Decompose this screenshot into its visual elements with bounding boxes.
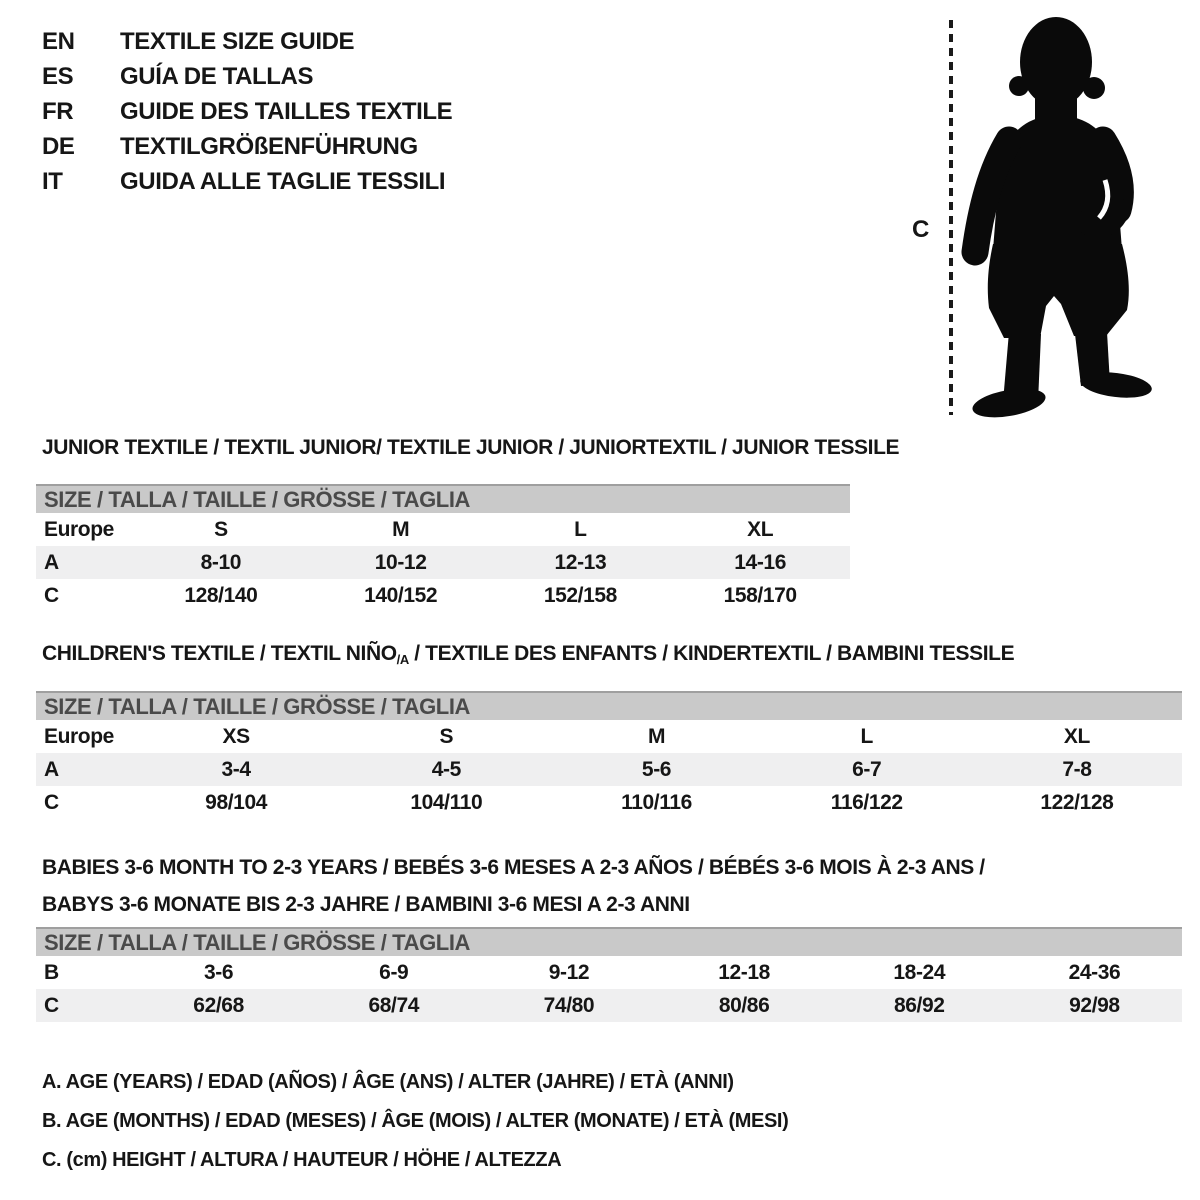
row-label: Europe [44, 724, 114, 748]
table-row [36, 720, 1182, 753]
table-row [36, 579, 850, 612]
legend-line-b: B. AGE (MONTHS) / EDAD (MESES) / ÂGE (MOIS) / ALTER (MONATE) / ETÀ (MESI) [42, 1110, 789, 1132]
height-measure-label: C [912, 216, 929, 243]
section-title-junior: JUNIOR TEXTILE / TEXTIL JUNIOR/ TEXTILE JUNIOR / JUNIORTEXTIL / JUNIOR TESSILE [42, 436, 900, 459]
lang-title: GUÍA DE TALLAS [120, 62, 314, 90]
lang-code: DE [42, 132, 75, 160]
table-cell: 3-6 [204, 960, 234, 984]
lang-title: GUIDE DES TAILLES TEXTILE [120, 97, 453, 125]
table-row [36, 786, 1182, 819]
table-cell: 110/116 [621, 790, 692, 814]
table-cell: XS [222, 724, 250, 748]
table-cell: 80/86 [718, 993, 770, 1017]
junior-size-table [36, 484, 850, 612]
table-cell: 24-36 [1068, 960, 1121, 984]
table-cell: 9-12 [548, 960, 590, 984]
title-text: CHILDREN'S TEXTILE / TEXTIL NIÑO [42, 642, 397, 665]
row-label: B [44, 960, 59, 984]
table-cell: S [439, 724, 454, 748]
lang-row-de [42, 129, 452, 164]
row-label: A [44, 757, 59, 781]
table-cell: 98/104 [205, 790, 268, 814]
table-cell: 14-16 [734, 550, 786, 574]
table-cell: 12-18 [718, 960, 770, 984]
title-line-2: BABYS 3-6 MONATE BIS 2-3 JAHRE / BAMBINI 3-6 MESI A 2-3 ANNI [42, 893, 690, 916]
table-row [36, 546, 850, 579]
table-cell: 62/68 [193, 993, 244, 1017]
table-cell: 128/140 [184, 583, 258, 607]
lang-title: GUIDA ALLE TAGLIE TESSILI [120, 167, 446, 195]
legend [42, 1063, 788, 1180]
row-label: C [44, 993, 59, 1017]
table-cell: 5-6 [641, 757, 672, 781]
table-cell: XL [747, 517, 774, 541]
table-cell: M [647, 724, 666, 748]
section-title-babies [42, 849, 985, 923]
lang-code: IT [42, 167, 63, 195]
table-cell: 152/158 [543, 583, 617, 607]
table-cell: L [574, 517, 587, 541]
table-cell: 18-24 [893, 960, 946, 984]
lang-row-es [42, 59, 452, 94]
table-cell: 3-4 [221, 757, 251, 781]
table-cell: 12-13 [554, 550, 607, 574]
table-row [36, 753, 1182, 786]
size-table-header: SIZE / TALLA / TAILLE / GRÖSSE / TAGLIA [36, 484, 850, 513]
toddler-silhouette [935, 12, 1160, 422]
table-cell: 86/92 [893, 993, 945, 1017]
lang-code: FR [42, 97, 74, 125]
row-label: C [44, 790, 59, 814]
language-title-list [42, 24, 452, 199]
legend-line-c: C. (cm) HEIGHT / ALTURA / HAUTEUR / HÖHE / ALTEZZA [42, 1149, 562, 1171]
lang-code: ES [42, 62, 74, 90]
row-label: Europe [44, 517, 114, 541]
table-cell: 6-7 [852, 757, 882, 781]
table-cell: 4-5 [431, 757, 461, 781]
table-cell: 8-10 [200, 550, 242, 574]
children-size-table [36, 691, 1182, 819]
legend-line-a: A. AGE (YEARS) / EDAD (AÑOS) / ÂGE (ANS) / ALTER (JAHRE) / ETÀ (ANNI) [42, 1071, 734, 1093]
babies-size-table [36, 927, 1182, 1022]
title-text: / TEXTILE DES ENFANTS / KINDERTEXTIL / BAMBINI TESSILE [408, 642, 1015, 665]
table-cell: 6-9 [379, 960, 409, 984]
table-cell: XL [1063, 724, 1090, 748]
table-cell: 116/122 [830, 790, 903, 814]
table-row [36, 956, 1182, 989]
lang-row-en [42, 24, 452, 59]
row-label: A [44, 550, 59, 574]
size-table-header: SIZE / TALLA / TAILLE / GRÖSSE / TAGLIA [36, 927, 1182, 956]
table-cell: 122/128 [1040, 790, 1114, 814]
lang-code: EN [42, 27, 75, 55]
lang-row-it [42, 164, 452, 199]
table-cell: 74/80 [543, 993, 595, 1017]
table-cell: 140/152 [364, 583, 438, 607]
table-row [36, 513, 850, 546]
title-line-1: BABIES 3-6 MONTH TO 2-3 YEARS / BEBÉS 3-6 MESES A 2-3 AÑOS / BÉBÉS 3-6 MOIS À 2-3 ANS / [42, 856, 985, 879]
row-label: C [44, 583, 59, 607]
table-cell: 104/110 [410, 790, 483, 814]
table-cell: 158/170 [723, 583, 797, 607]
table-row [36, 989, 1182, 1022]
table-cell: L [860, 724, 873, 748]
lang-title: TEXTILGRÖßENFÜHRUNG [120, 132, 418, 160]
table-cell: M [392, 517, 410, 541]
lang-row-fr [42, 94, 452, 129]
table-cell: 10-12 [374, 550, 427, 574]
title-subscript: /A [396, 652, 409, 667]
table-cell: S [214, 517, 228, 541]
table-cell: 7-8 [1062, 757, 1092, 781]
table-cell: 92/98 [1069, 993, 1120, 1017]
table-cell: 68/74 [368, 993, 420, 1017]
lang-title: TEXTILE SIZE GUIDE [120, 27, 355, 55]
size-table-header: SIZE / TALLA / TAILLE / GRÖSSE / TAGLIA [36, 691, 1182, 720]
section-title-children [42, 642, 1014, 666]
